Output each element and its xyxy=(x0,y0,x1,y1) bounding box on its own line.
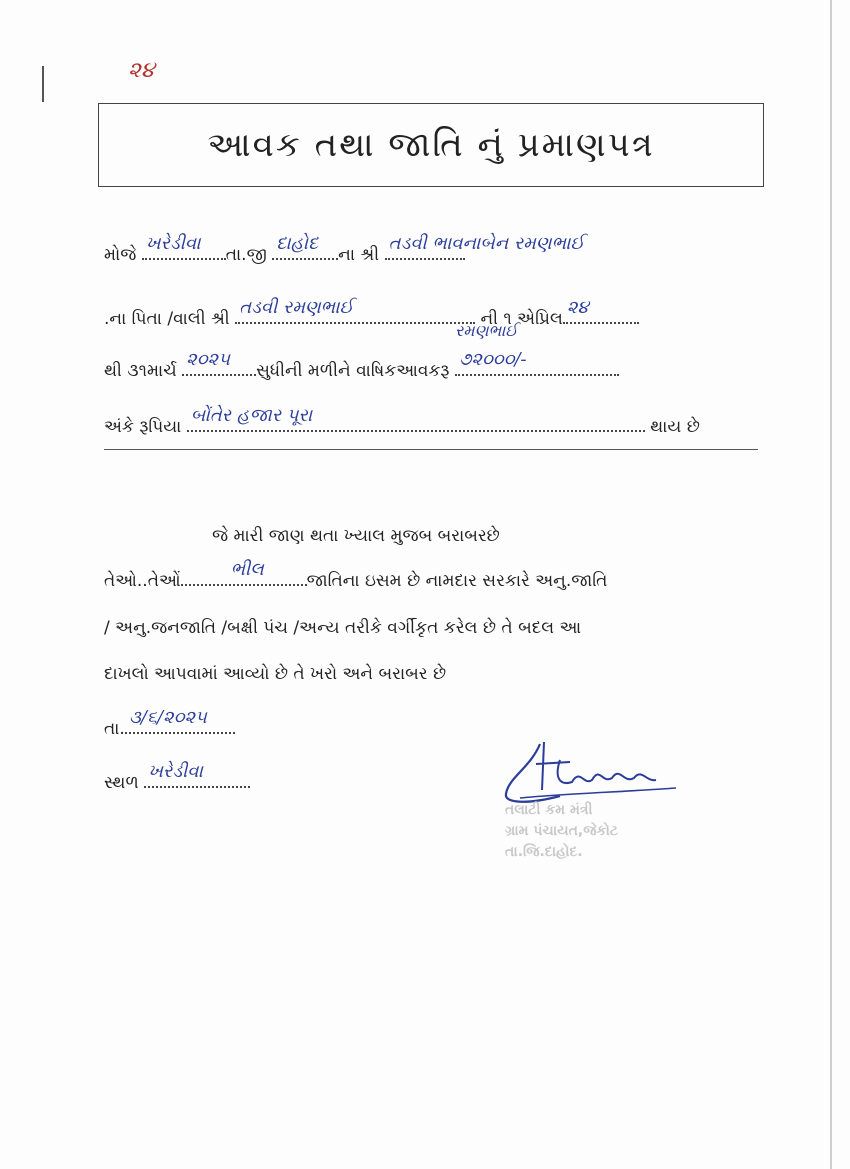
stamp-line-3: તા.જિ.દાહોદ. xyxy=(505,844,583,860)
certificate-title xyxy=(98,103,764,187)
official-stamp xyxy=(505,800,685,863)
field-name: તડવી ભાવનાબેન રમણભાઈ xyxy=(385,240,465,260)
label-guardian: .ના પિતા /વાલી શ્રી xyxy=(104,309,230,329)
row-place xyxy=(104,761,250,796)
label-jati: જાતિના ઇસમ છે નામદાર સરકારે અનુ.જાતિ xyxy=(306,571,608,591)
field-amount-words: બોંતેર હજાર પૂરા xyxy=(187,412,645,432)
label-place: સ્થળ xyxy=(104,773,139,793)
row-date xyxy=(104,707,235,742)
label-thay-che: થાય છે xyxy=(650,417,700,437)
field-caste: ભીલ xyxy=(181,566,307,586)
label-rupees: અંકે રૂપિયા xyxy=(104,417,182,437)
row-amount-words xyxy=(104,405,700,440)
row-income xyxy=(104,349,619,384)
label-ta-ji: તા.જી xyxy=(225,245,267,265)
label-moje: મોજે xyxy=(104,245,137,265)
field-village: ખરેડીવા xyxy=(142,240,226,260)
field-guardian: તડવી રમણભાઈ xyxy=(235,304,475,324)
stamp-line-2: ગ્રામ પંચાયત,જેકોટ xyxy=(505,823,618,839)
label-teo: તેઓ..તેઓં xyxy=(104,571,181,591)
row-village xyxy=(104,233,585,268)
divider xyxy=(104,449,758,450)
label-na-shri: ના શ્રી xyxy=(338,245,380,265)
page-edge xyxy=(830,0,832,1169)
row-guardian xyxy=(104,297,639,332)
label-march: થી ૩૧માર્ચ xyxy=(104,361,177,381)
title-text: આવક તથા જાતિ નું પ્રમાણપત્ર xyxy=(207,125,655,165)
label-annual-income: સુધીની મળીને વાષિકઆવકરૂ xyxy=(256,361,450,381)
page-number: ૨૪ xyxy=(128,58,155,83)
field-date: ૩/૬/૨૦૨૫ xyxy=(125,714,235,734)
field-district: દાહોદ xyxy=(272,240,338,260)
para-line-1: જે મારી જાણ થતા ખ્યાલ મુજબ બરાબરછે xyxy=(212,526,500,546)
para-line-2 xyxy=(104,559,608,594)
field-year-to: ૨૦૨૫ xyxy=(182,356,256,376)
label-april: ની ૧ એપ્રિલ xyxy=(480,309,563,329)
para-line-3: / અનુ.જનજાતિ /બક્ષી પંચ /અન્ય તરીકે વર્ગીકૃત કરેલ છે તે બદલ આ xyxy=(104,618,582,638)
margin-mark xyxy=(42,66,44,102)
field-year-from: ૨૪ xyxy=(563,304,639,324)
stamp-line-1: તલાટી કમ મંત્રી xyxy=(505,802,593,818)
label-date: તા. xyxy=(104,719,125,739)
guardian-note: રમણભાઈ xyxy=(455,321,518,340)
field-amount: ૭૨૦૦૦/- xyxy=(455,356,619,376)
field-place: ખરેડીવા xyxy=(144,768,250,788)
para-line-4: દાખલો આપવામાં આવ્યો છે તે ખરો અને બરાબર છે xyxy=(104,664,447,684)
